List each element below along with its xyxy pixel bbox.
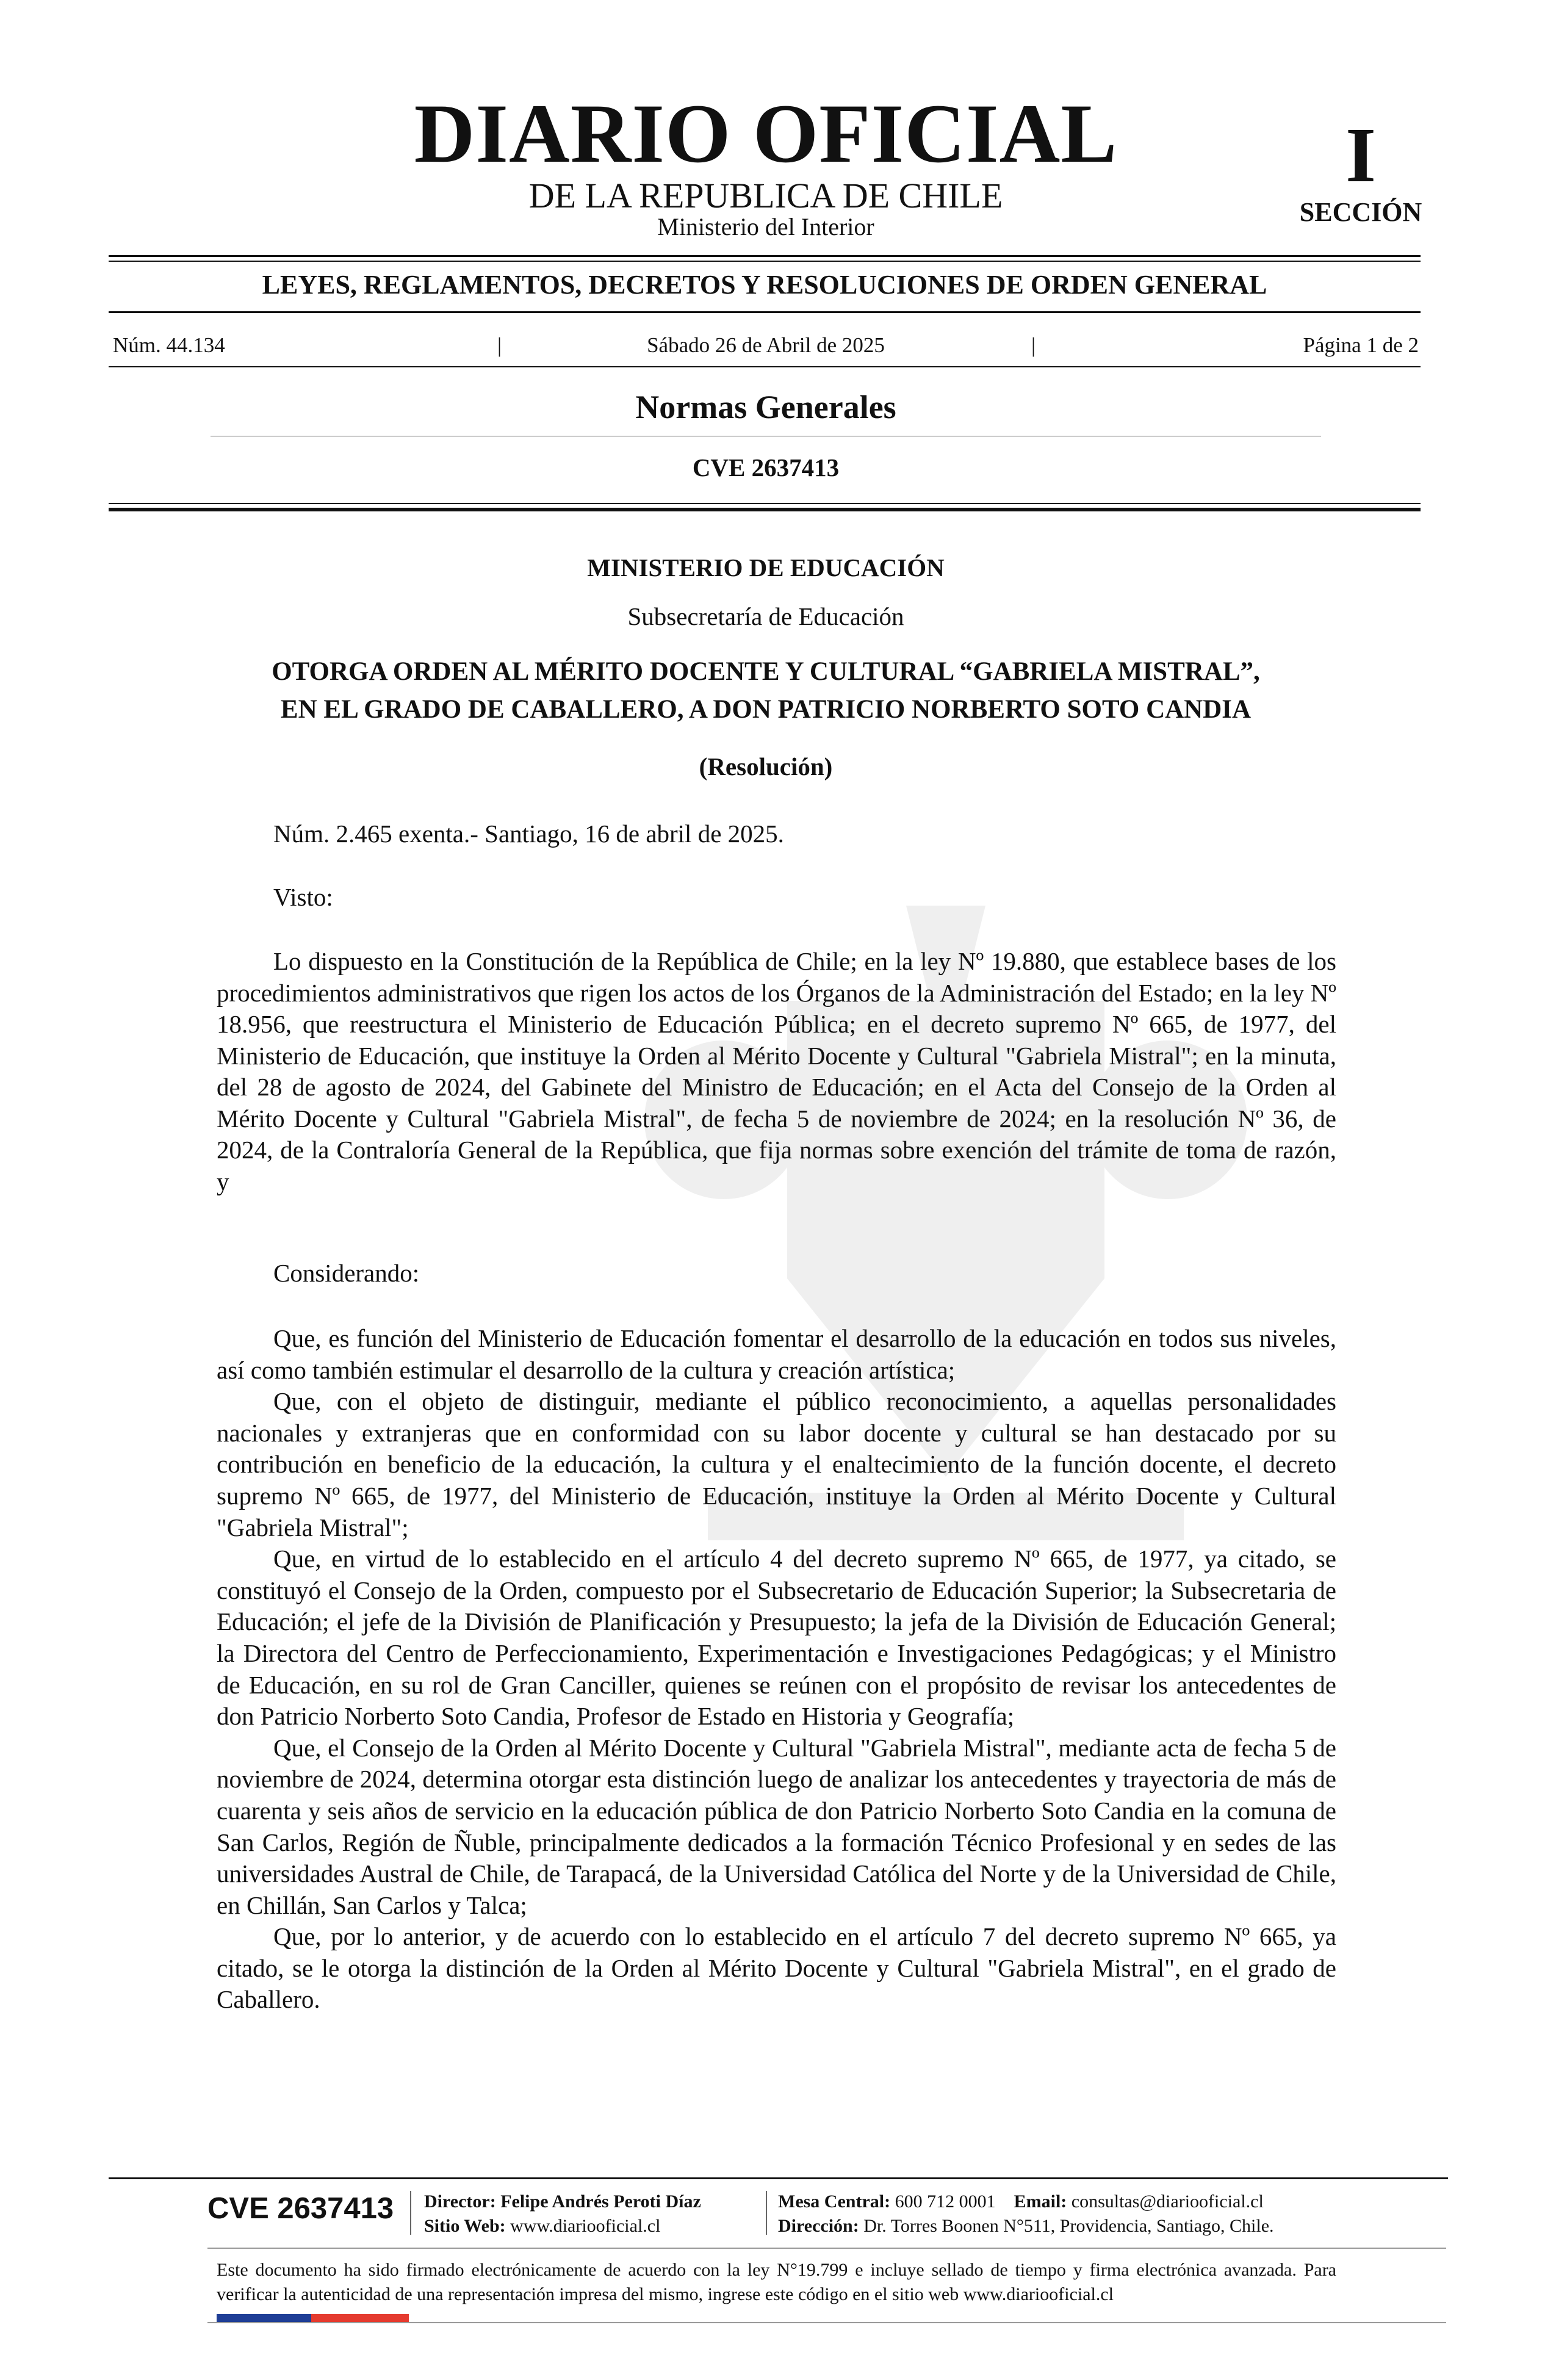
website-label: Sitio Web: [424,2216,506,2236]
cve-code: CVE 2637413 [692,453,840,481]
masthead-ministry: Ministerio del Interior [657,213,874,240]
considerando-list [217,1323,1336,2016]
header-rule-top-thin [109,261,1421,262]
footer-rule-middle [207,2248,1446,2249]
email-label: Email: [1014,2191,1067,2212]
resolution-number: Núm. 2.465 exenta.- Santiago, 16 de abril de 2025. [273,820,784,848]
page-indicator: Página 1 de 2 [1303,333,1419,357]
footer-director-column [424,2190,701,2238]
document-title-line: EN EL GRADO DE CABALLERO, A DON PATRICIO NORBERTO SOTO CANDIA [280,695,1252,724]
considerando-paragraph: Que, es función del Ministerio de Educación fomentar el desarrollo de la educación en todos sus niveles, así como también estimular el desarrollo de la cultura y creación artística; [217,1324,1336,1384]
legal-notice: Este documento ha sido firmado electrónicamente de acuerdo con la ley N°19.799 e incluye sellado de tiempo y firma electrónica avanzada. Para verificar la autenticidad de una representación impresa del mismo, ingrese este código en el sitio web www.diariooficial.cl [217,2260,1336,2304]
section-numeral: I [1345,112,1376,198]
visto-label: Visto: [273,883,333,911]
mesa-label: Mesa Central: [778,2191,891,2212]
website-link[interactable]: www.diariooficial.cl [510,2216,661,2236]
flag-bar-red [311,2314,409,2323]
body-rule-thick [109,508,1421,511]
footer-divider [410,2191,411,2235]
address-value: Dr. Torres Boonen N°511, Providencia, Santiago, Chile. [863,2216,1274,2236]
laws-line: LEYES, REGLAMENTOS, DECRETOS Y RESOLUCIONES DE ORDEN GENERAL [262,270,1267,300]
ministry-heading: MINISTERIO DE EDUCACIÓN [587,554,945,582]
footer-cve: CVE 2637413 [207,2192,394,2225]
issue-date: Sábado 26 de Abril de 2025 [647,333,885,357]
considerando-paragraph: Que, con el objeto de distinguir, mediante el público reconocimiento, a aquellas personalidades nacionales y extranjeras que en conformidad con su labor docente y cultural se han destacado por su contribución en beneficio de la educación, la cultura y el enaltecimiento de la función docente, el decreto supremo Nº 665, de 1977, del Ministerio de Educación, instituye la Orden al Mérito Docente y Cultural "Gabriela Mistral"; [217,1387,1336,1542]
masthead-subtitle: DE LA REPUBLICA DE CHILE [528,176,1003,215]
considerando-paragraph: Que, el Consejo de la Orden al Mérito Docente y Cultural "Gabriela Mistral", mediante acta de fecha 5 de noviembre de 2024, determina otorgar esta distinción luego de analizar los antecedentes y trayectoria de más de cuarenta y seis años de servicio en la educación pública de don Patricio Norberto Soto Candia en la comuna de San Carlos, Región de Ñuble, principalmente dedicados a la formación Técnico Profesional y en sedes de las universidades Austral de Chile, de Tarapacá, de la Universidad Católica del Norte y de la Universidad de Chile, en Chillán, San Carlos y Talca; [217,1733,1336,1919]
footer-divider [766,2191,767,2235]
section-label: SECCIÓN [1299,197,1422,227]
footer-rule-bottom [207,2322,1446,2323]
header-rule-top [109,255,1421,257]
footer-rule [109,2177,1448,2179]
address-label: Dirección: [778,2216,859,2236]
section-heading: Normas Generales [635,389,896,425]
document-title-line: OTORGA ORDEN AL MÉRITO DOCENTE Y CULTURAL “GABRIELA MISTRAL”, [272,657,1260,686]
body-rule-thin [109,503,1421,504]
masthead-title: DIARIO OFICIAL [414,87,1118,180]
director-label: Director: [424,2191,496,2212]
section-divider [211,436,1321,437]
issue-number: Núm. 44.134 [113,333,225,357]
considerando-paragraph: Que, por lo anterior, y de acuerdo con lo establecido en el artículo 7 del decreto supremo Nº 665, ya citado, se le otorga la distinción de la Orden al Mérito Docente y Cultural "Gabriela Mistral", en el grado de Caballero. [217,1922,1336,2014]
separator: | [1031,333,1036,357]
subsecretaria: Subsecretaría de Educación [627,602,904,630]
visto-paragraph: Lo dispuesto en la Constitución de la República de Chile; en la ley Nº 19.880, que establece bases de los procedimientos administrativos que rigen los actos de los Órganos de la Administración del Estado; en la ley Nº 18.956, que reestructura el Ministerio de Educación Pública; en el decreto supremo Nº 665, de 1977, del Ministerio de Educación, que instituye la Orden al Mérito Docente y Cultural "Gabriela Mistral"; en la minuta, del 28 de agosto de 2024, del Gabinete del Ministro de Educación; en el Acta del Consejo de la Orden al Mérito Docente y Cultural "Gabriela Mistral", de fecha 5 de noviembre de 2024; en la resolución Nº 36, de 2024, de la Contraloría General de la República, que fija normas sobre exención del trámite de toma de razón, y [217,947,1336,1195]
document-type: (Resolución) [699,752,833,781]
flag-bar-blue [217,2314,311,2323]
document-title [122,653,1410,729]
email-link[interactable]: consultas@diariooficial.cl [1071,2191,1264,2212]
separator: | [497,333,502,357]
header-rule-middle [109,311,1421,313]
considerando-paragraph: Que, en virtud de lo establecido en el artículo 4 del decreto supremo Nº 665, de 1977, ya citado, se constituyó el Consejo de la Orden, compuesto por el Subsecretario de Educación Superior; la Subsecretaria de Educación; el jefe de la División de Planificación y Presupuesto; la jefa de la División de Educación General; la Directora del Centro de Perfeccionamiento, Experimentación e Investigaciones Pedagógicas; y el Ministro de Educación, en su rol de Gran Canciller, quienes se reúnen con el propósito de revisar los antecedentes de don Patricio Norberto Soto Candia, Profesor de Estado en Historia y Geografía; [217,1545,1336,1731]
considerando-label: Considerando: [273,1259,420,1287]
mesa-phone: 600 712 0001 [895,2191,996,2212]
director-name: Felipe Andrés Peroti Díaz [500,2191,701,2212]
footer-contact-column [778,2190,1274,2238]
header-rule-bottom [109,366,1421,367]
